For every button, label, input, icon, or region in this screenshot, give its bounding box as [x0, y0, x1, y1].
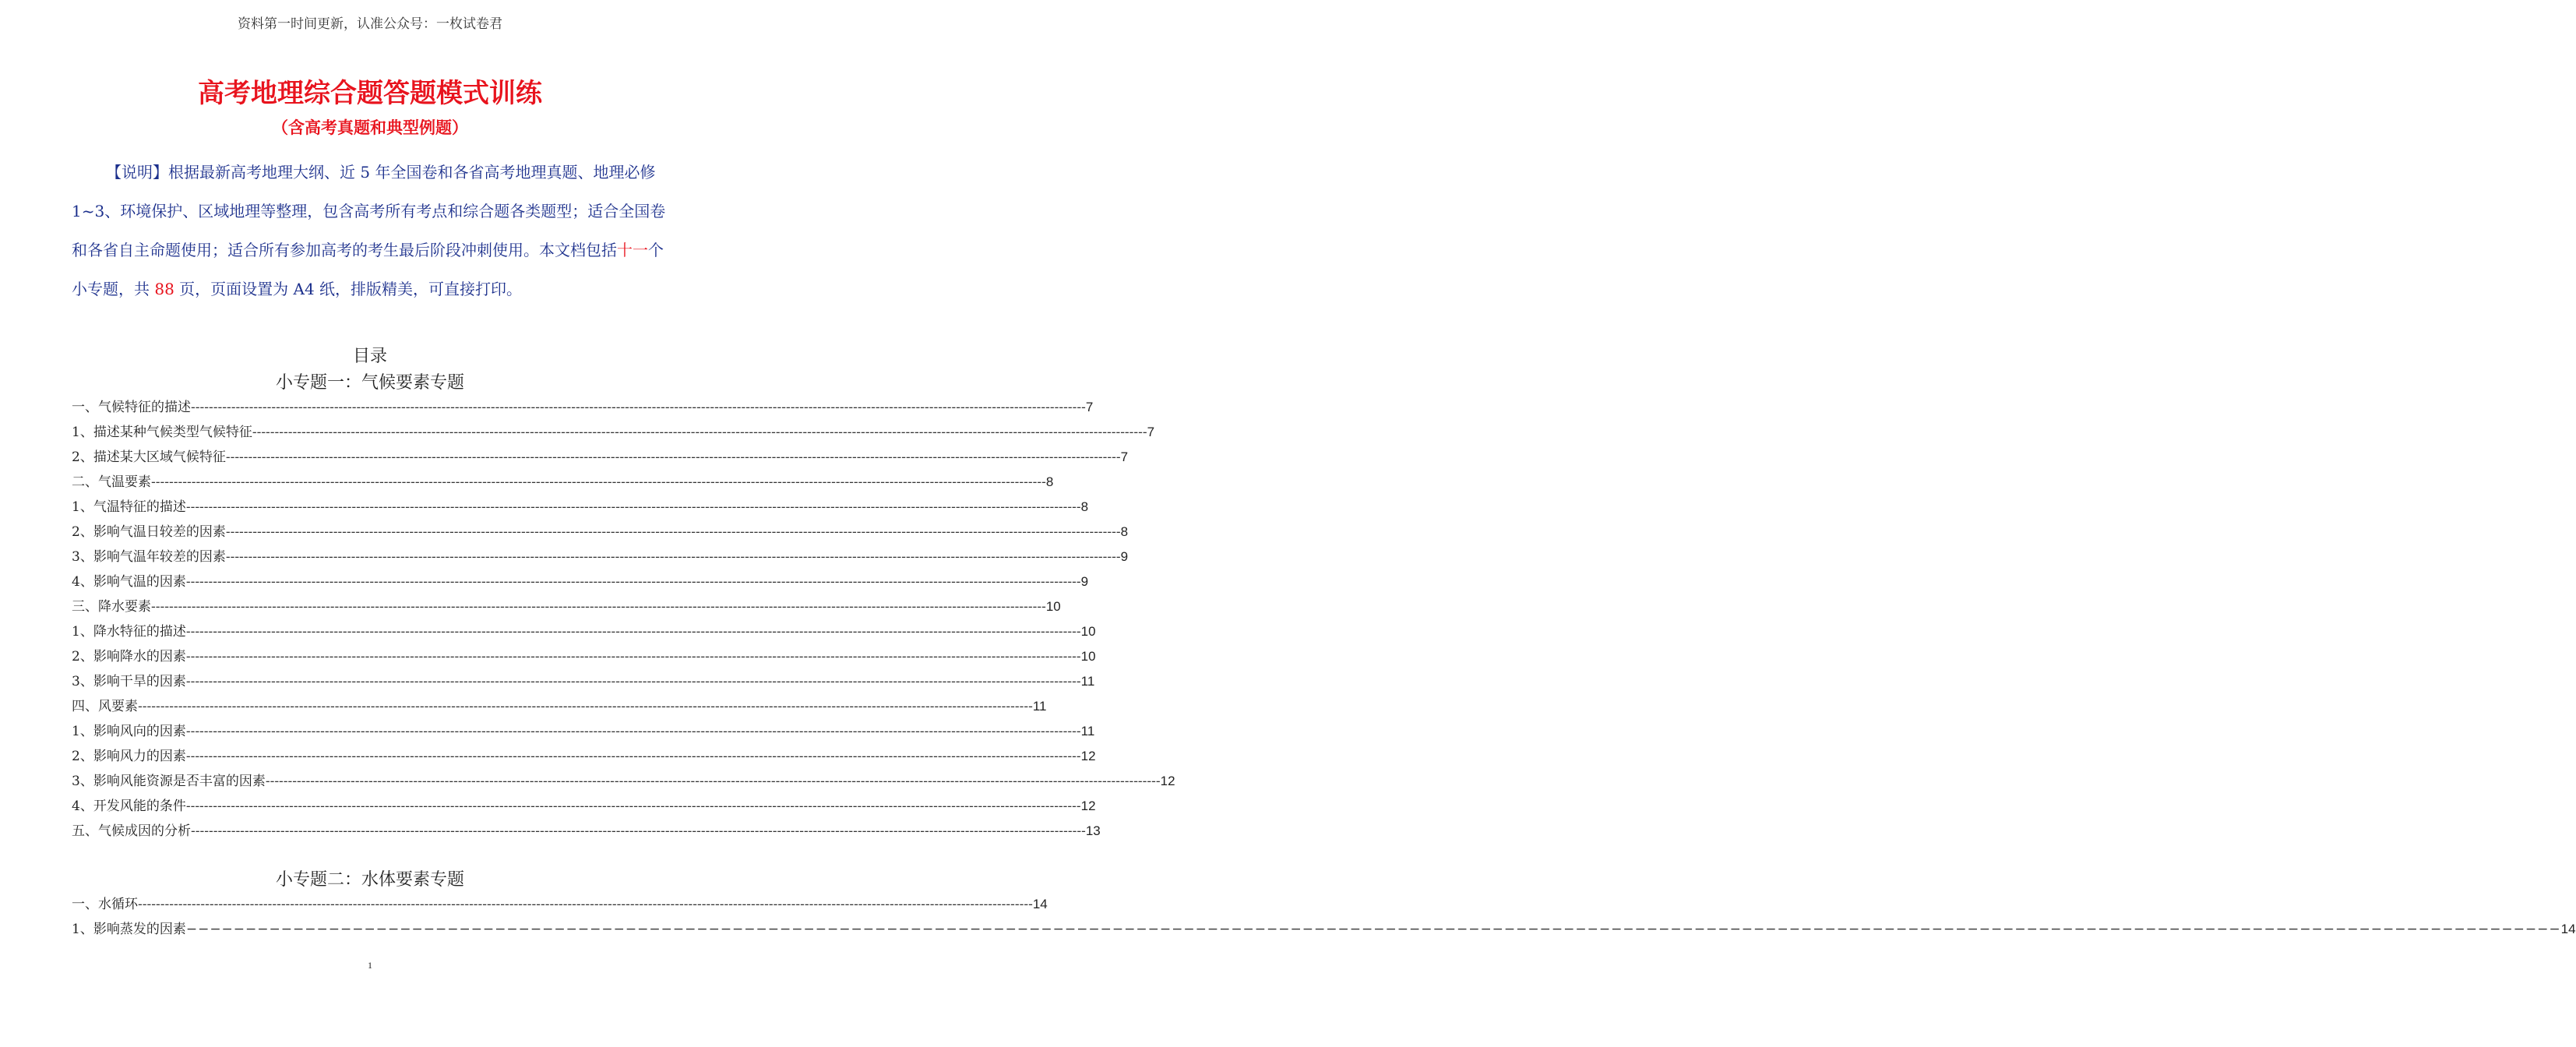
page-number: 1 — [368, 960, 372, 971]
toc-entry[interactable] — [72, 670, 1095, 695]
toc-entry-page: 11 — [1032, 699, 1047, 714]
toc-entry-label: 四、风要素 — [72, 699, 138, 714]
toc-entry-label: 3、影响气温年较差的因素 — [72, 549, 226, 565]
toc-entry-label: 1、气温特征的描述 — [72, 499, 186, 515]
toc-entry-page: 13 — [1085, 823, 1101, 838]
toc-entry-page: 7 — [1147, 425, 1155, 439]
topic-title: 小专题一：气候要素专题 — [275, 373, 464, 393]
toc-entry-label: 一、气候特征的描述 — [72, 400, 191, 415]
toc-entry[interactable] — [72, 795, 1096, 820]
document-subtitle: （含高考真题和典型例题） — [272, 118, 468, 137]
toc-entry-page: 8 — [1120, 524, 1129, 539]
toc-entry-page: 8 — [1045, 474, 1054, 489]
description-prefix: 【说明】根据最新高考地理大纲、近 5 年全国卷和各省高考地理真题、地理必修 1~3、环境保护、区域地理等整理，包含高考所有考点和综合题各类题型；适合全国卷和各省自主命题使用；适合所有参加高考的考生最后阶段冲刺使用。本文档包括 — [72, 163, 666, 259]
toc-entry-page: 12 — [1080, 749, 1096, 763]
toc-entry-page: 14 — [2560, 922, 2576, 936]
topic-count: 十一 — [617, 241, 648, 259]
toc-entry-page: 11 — [1080, 724, 1095, 739]
toc-leader: -------------------------------------------------------------------------------------------------------------------------------------------------------------------------------------------------------- — [185, 574, 1081, 590]
description-suffix: 页，页面设置为 A4 纸，排版精美，可直接打印。 — [174, 280, 523, 298]
toc-entry[interactable] — [72, 695, 1047, 720]
toc-entry[interactable] — [72, 495, 1089, 520]
toc-leader: -------------------------------------------------------------------------------------------------------------------------------------------------------------------------------------------------------- — [191, 823, 1086, 839]
toc-entry-page: 14 — [1032, 897, 1048, 911]
toc-leader: -------------------------------------------------------------------------------------------------------------------------------------------------------------------------------------------------------- — [225, 524, 1121, 540]
toc-entry-label: 一、水循环 — [72, 897, 138, 912]
toc-entry-page: 9 — [1120, 549, 1129, 564]
toc-entry-label: 4、开发风能的条件 — [72, 798, 186, 814]
page-header: 资料第一时间更新，认准公众号：一枚试卷君 — [238, 16, 502, 32]
toc-leader: -------------------------------------------------------------------------------------------------------------------------------------------------------------------------------------------------------- — [185, 649, 1081, 665]
toc-entry[interactable] — [72, 595, 1061, 620]
toc-leader: -------------------------------------------------------------------------------------------------------------------------------------------------------------------------------------------------------- — [185, 624, 1081, 640]
toc-entry-label: 4、影响气温的因素 — [72, 574, 186, 590]
toc-leader: -------------------------------------------------------------------------------------------------------------------------------------------------------------------------------------------------------- — [225, 449, 1121, 465]
topic-title: 小专题二：水体要素专题 — [275, 870, 464, 890]
page-count: 88 — [154, 280, 174, 298]
toc-leader: -------------------------------------------------------------------------------------------------------------------------------------------------------------------------------------------------------- — [138, 897, 1033, 912]
toc-entry[interactable] — [72, 520, 1129, 545]
toc-leader: -------------------------------------------------------------------------------------------------------------------------------------------------------------------------------------------------------- — [225, 549, 1121, 565]
description-paragraph — [72, 153, 673, 308]
toc-entry-label: 1、影响蒸发的因素 — [72, 922, 186, 937]
toc-entry[interactable] — [72, 645, 1096, 670]
toc-entry[interactable] — [72, 918, 2576, 943]
toc-entry[interactable] — [72, 545, 1129, 570]
toc-entry-page: 12 — [1160, 774, 1175, 788]
toc-list — [72, 396, 1175, 844]
toc-entry-label: 3、影响干旱的因素 — [72, 674, 186, 689]
toc-entry-page: 8 — [1080, 499, 1089, 514]
toc-entry-page: 10 — [1045, 599, 1061, 614]
toc-entry-page: 10 — [1080, 624, 1096, 639]
document-title: 高考地理综合题答题模式训练 — [198, 78, 542, 109]
toc-leader: -------------------------------------------------------------------------------------------------------------------------------------------------------------------------------------------------------- — [185, 724, 1081, 739]
toc-entry-label: 1、降水特征的描述 — [72, 624, 186, 640]
toc-entry-label: 五、气候成因的分析 — [72, 823, 191, 839]
toc-entry-label: 二、气温要素 — [72, 474, 151, 490]
toc-leader: -------------------------------------------------------------------------------------------------------------------------------------------------------------------------------------------------------- — [151, 474, 1046, 490]
toc-title: 目录 — [352, 347, 387, 366]
toc-entry-label: 1、影响风向的因素 — [72, 724, 186, 739]
toc-entry[interactable] — [72, 421, 1155, 446]
toc-entry-page: 12 — [1080, 798, 1096, 813]
toc-leader: -------------------------------------------------------------------------------------------------------------------------------------------------------------------------------------------------------- — [185, 674, 1081, 689]
toc-entry-page: 9 — [1080, 574, 1089, 589]
toc-leader: -------------------------------------------------------------------------------------------------------------------------------------------------------------------------------------------------------- — [138, 699, 1033, 714]
toc-entry-label: 三、降水要素 — [72, 599, 151, 615]
toc-entry-label: 1、描述某种气候类型气候特征 — [72, 425, 252, 440]
toc-entry[interactable] — [72, 570, 1089, 595]
toc-entry-label: 2、影响风力的因素 — [72, 749, 186, 764]
description-middle: 个小专题，共 — [72, 241, 664, 298]
toc-entry-page: 11 — [1080, 674, 1095, 689]
toc-entry-page: 7 — [1085, 400, 1094, 414]
toc-entry-page: 7 — [1120, 449, 1129, 464]
toc-leader: -------------------------------------------------------------------------------------------------------------------------------------------------------------------------------------------------------- — [185, 798, 1081, 814]
toc-entry-label: 2、影响气温日较差的因素 — [72, 524, 226, 540]
toc-entry-label: 3、影响风能资源是否丰富的因素 — [72, 774, 266, 789]
toc-entry[interactable] — [72, 446, 1129, 471]
toc-leader: -------------------------------------------------------------------------------------------------------------------------------------------------------------------------------------------------------- — [185, 499, 1081, 515]
toc-entry[interactable] — [72, 720, 1095, 745]
toc-leader: -------------------------------------------------------------------------------------------------------------------------------------------------------------------------------------------------------- — [252, 425, 1147, 440]
toc-entry[interactable] — [72, 471, 1054, 495]
toc-entry[interactable] — [72, 745, 1096, 770]
toc-entry[interactable] — [72, 770, 1175, 795]
toc-entry-label: 2、影响降水的因素 — [72, 649, 186, 665]
toc-entry[interactable] — [72, 620, 1096, 645]
toc-leader: -------------------------------------------------------------------------------------------------------------------------------------------------------------------------------------------------------- — [185, 749, 1081, 764]
toc-entry-label: 2、描述某大区域气候特征 — [72, 449, 226, 465]
toc-entry[interactable] — [72, 396, 1094, 421]
toc-entry[interactable] — [72, 820, 1101, 844]
toc-leader: -------------------------------------------------------------------------------------------------------------------------------------------------------------------------------------------------------- — [151, 599, 1046, 615]
toc-leader: −−−−−−−−−−−−−−−−−−−−−−−−−−−−−−−−−−−−−−−−−−−−−−−−−−−−−−−−−−−−−−−−−−−−−−−−−−−−−−−−−−−−−−−−−−−−−−−−−−−−−−−−−−−−−−−−−−−−−−−−−−−−−−−−−−−−−−−−−−−−−−−−−−−−−−−−−−−−−−−−−−−−−−−−−−−−−−−−−−−−−−−−−−−−−−−−−−−−−−−− — [185, 922, 2561, 937]
toc-leader: -------------------------------------------------------------------------------------------------------------------------------------------------------------------------------------------------------- — [191, 400, 1086, 415]
toc-entry[interactable] — [72, 893, 1048, 918]
toc-entry-page: 10 — [1080, 649, 1096, 664]
toc-leader: -------------------------------------------------------------------------------------------------------------------------------------------------------------------------------------------------------- — [265, 774, 1161, 789]
toc-list — [72, 893, 2576, 943]
